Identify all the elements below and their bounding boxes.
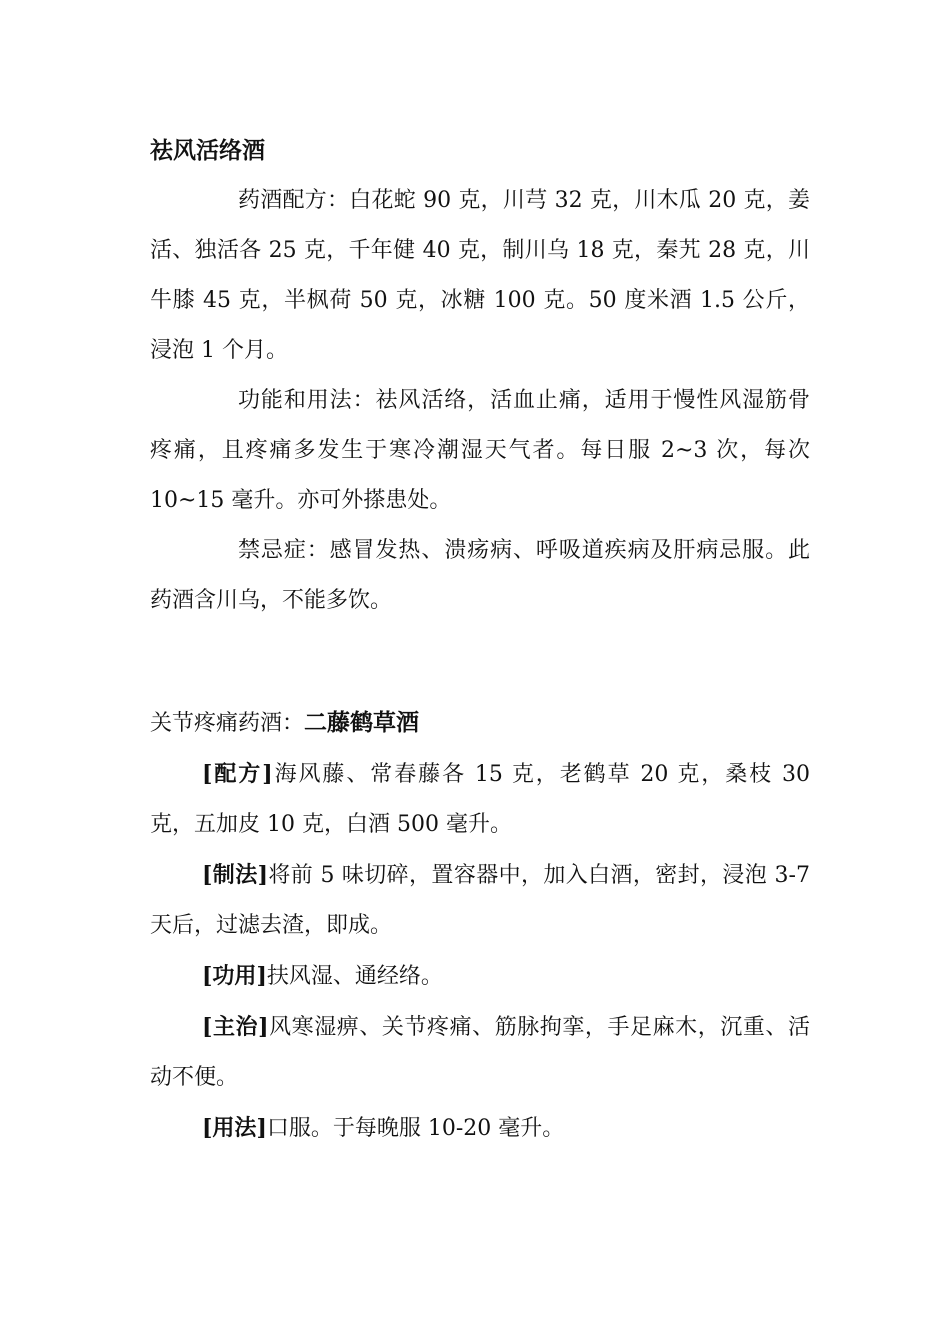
paragraph-text: 白花蛇 90 克，川芎 32 克，川木瓜 20 克，姜活、独活各 25 克，千年健 40 克，制川乌 18 克，秦艽 28 克，川牛膝 45 克，半枫荷 50 克，冰糖 100 克。50 度米酒 1.5 公斤，浸泡 1 个月。 xyxy=(150,188,810,363)
section-title xyxy=(150,698,810,749)
bracket-open: [ xyxy=(202,963,213,989)
paragraph-text: 海风藤、常春藤各 15 克，老鹤草 20 克，桑枝 30 克，五加皮 10 克，白酒 500 毫升。 xyxy=(150,762,810,837)
paragraph-text: 扶风湿、通经络。 xyxy=(266,964,443,989)
paragraph-label: 用法 xyxy=(212,1115,257,1141)
paragraph-label: 主治 xyxy=(212,1014,259,1040)
paragraph-label: 药酒配方： xyxy=(238,188,350,213)
bracket-close: ] xyxy=(262,761,273,787)
paragraph-text: 祛风活络，活血止痛，适用于慢性风湿筋骨疼痛，且疼痛多发生于寒冷潮湿天气者。每日服 2~3 次，每次 10~15 毫升。亦可外搽患处。 xyxy=(150,388,810,513)
paragraph-label: 禁忌症： xyxy=(238,538,330,563)
paragraph-effect xyxy=(150,951,810,1002)
paragraph-function-usage xyxy=(150,376,810,526)
section-title: 祛风活络酒 xyxy=(150,137,265,164)
paragraph-label: 功能和用法： xyxy=(238,388,376,413)
bracket-open: [ xyxy=(202,1014,213,1040)
paragraph-label: 配方 xyxy=(212,761,263,787)
section-title-prefix: 关节疼痛药酒： xyxy=(150,711,305,736)
bracket-close: ] xyxy=(257,862,268,888)
paragraph-label: 制法 xyxy=(212,862,258,888)
paragraph-formula xyxy=(150,749,810,850)
bracket-open: [ xyxy=(202,1115,213,1141)
bracket-close: ] xyxy=(256,1115,267,1141)
paragraph-text: 将前 5 味切碎，置容器中，加入白酒，密封，浸泡 3-7 天后，过滤去渣，即成。 xyxy=(150,863,810,938)
paragraph-text: 风寒湿痹、关节疼痛、筋脉拘挛，手足麻木，沉重、活动不便。 xyxy=(150,1015,810,1090)
paragraph-usage xyxy=(150,1103,810,1154)
paragraph-label: 功用 xyxy=(212,963,257,989)
bracket-open: [ xyxy=(202,761,213,787)
bracket-open: [ xyxy=(202,862,213,888)
paragraph-preparation xyxy=(150,850,810,951)
bracket-close: ] xyxy=(258,1014,269,1040)
paragraph-contraindications xyxy=(150,526,810,626)
section-qufeng-huoluo-jiu xyxy=(150,126,810,626)
bracket-close: ] xyxy=(256,963,267,989)
paragraph-text: 感冒发热、溃疡病、呼吸道疾病及肝病忌服。此药酒含川乌，不能多饮。 xyxy=(150,538,810,613)
section-title-bold: 二藤鹤草酒 xyxy=(304,709,420,736)
paragraph-formula xyxy=(150,176,810,376)
paragraph-text: 口服。于每晚服 10-20 毫升。 xyxy=(266,1116,565,1141)
paragraph-indications xyxy=(150,1002,810,1103)
section-erteng-hecao-jiu xyxy=(150,698,810,1154)
